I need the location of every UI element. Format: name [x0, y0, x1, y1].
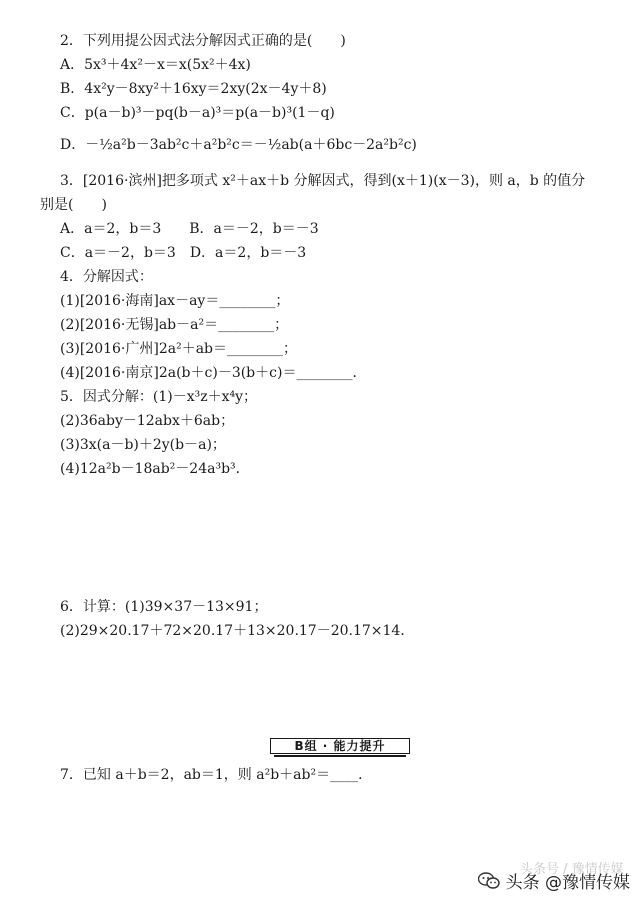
watermark: [478, 868, 630, 893]
question-2-option-d: D．－½a²b－3ab²c＋a²b²c＝－½ab(a＋6bc－2a²b²c): [60, 137, 417, 153]
section-header-b: [270, 738, 410, 754]
question-5-part-3: (3)3x(a－b)＋2y(b－a)；: [60, 437, 226, 453]
question-4-part-4: (4)[2016·南京]2a(b＋c)－3(b＋c)＝________．: [60, 365, 367, 381]
question-6-part-2: (2)29×20.17＋72×20.17＋13×20.17－20.17×14．: [60, 623, 415, 639]
question-3-stem: 3．[2016·滨州]把多项式 x²＋ax＋b 分解因式，得到(x＋1)(x－3)，则 a，b 的值分: [60, 173, 586, 189]
question-4-part-3: (3)[2016·广州]2a²＋ab＝________；: [60, 341, 298, 357]
question-6-stem: 6．计算：(1)39×37－13×91；: [60, 599, 268, 615]
question-2-option-b: B．4x²y－8xy²＋16xy＝2xy(2x－4y＋8): [60, 81, 327, 97]
question-5-stem: 5．因式分解：(1)－x³z＋x⁴y；: [60, 389, 258, 405]
watermark-text: 头条 @豫情传媒: [505, 873, 630, 893]
question-3-options-ab: A．a＝2，b＝3 B．a＝－2，b＝－3: [60, 221, 319, 237]
question-5-part-2: (2)36aby－12abx＋6ab；: [60, 413, 235, 429]
question-4-part-1: (1)[2016·海南]ax－ay＝________；: [60, 293, 290, 309]
question-2-stem: 2．下列用提公因式法分解因式正确的是( ): [60, 33, 346, 49]
question-3-options-cd: C．a＝－2，b＝3 D．a＝2，b＝－3: [60, 245, 307, 261]
question-7-stem: 7．已知 a＋b＝2，ab＝1，则 a²b＋ab²＝____．: [60, 767, 373, 783]
watermark-faint: 头条号 / 豫情传媒: [520, 862, 624, 877]
question-3-stem-continued: 别是( ): [40, 197, 107, 213]
section-header-label: B组 · 能力提升: [294, 739, 386, 753]
question-4-part-2: (2)[2016·无锡]ab－a²＝________；: [60, 317, 289, 333]
question-5-part-4: (4)12a²b－18ab²－24a³b³．: [60, 461, 250, 477]
question-2-option-c: C．p(a－b)³－pq(b－a)³＝p(a－b)³(1－q): [60, 105, 335, 121]
wechat-icon: [478, 872, 500, 890]
question-4-stem: 4．分解因式：: [60, 269, 153, 285]
question-2-option-a: A．5x³＋4x²－x＝x(5x²＋4x): [60, 57, 251, 73]
